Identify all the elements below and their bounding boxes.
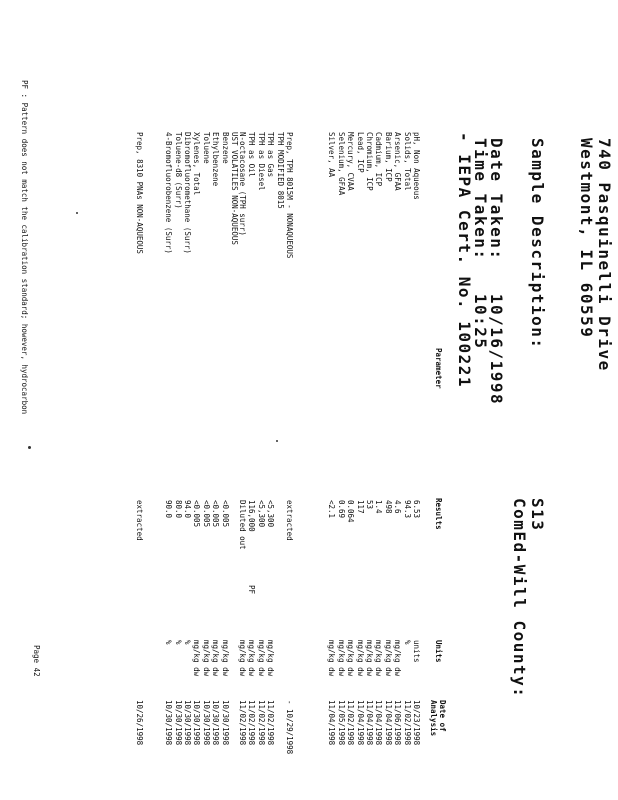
cell-units: mg/kg dw <box>211 640 221 677</box>
cell-units: mg/kg dw <box>238 640 247 677</box>
cell-result: extracted <box>285 500 294 541</box>
date-taken: Date Taken: 10/16/1998 <box>487 138 506 406</box>
cell-date: 10/30/1998 <box>183 700 192 746</box>
cell-units: % <box>402 640 412 645</box>
address-line-2: Westmont, IL 60559 <box>577 138 596 339</box>
cell-date: 11/02/1998 <box>346 700 356 746</box>
cell-parameter: N-octacosane (TPH surr) <box>238 132 247 236</box>
header-parameter: Parameter <box>434 348 443 389</box>
cell-units: mg/kg dw <box>374 640 384 677</box>
cell-result: 498 <box>383 500 393 514</box>
cell-date: 11/02/1998 <box>238 700 247 746</box>
cell-date: 10/26/1998 <box>135 700 144 746</box>
cell-date: 11/02/1998 <box>256 700 266 746</box>
cell-parameter: TPH as Gas <box>266 132 276 178</box>
cell-units: mg/kg dw <box>346 640 356 677</box>
cell-result: <5,300 <box>256 500 266 528</box>
cell-date: 11/04/1998 <box>327 700 337 746</box>
cell-parameter: Ethylbenzene <box>211 132 221 187</box>
cell-parameter: Lead, ICP <box>355 132 365 173</box>
cell-units: % <box>164 640 174 645</box>
time-taken: Time Taken: 10:25 <box>471 138 490 350</box>
cell-date: 11/02/1998 <box>402 700 412 746</box>
cell-units: mg/kg dw <box>383 640 393 677</box>
cell-result: <0.005 <box>192 500 202 528</box>
cell-parameter: Dibromofluoromethane (Surr) <box>183 132 192 254</box>
address-line-1: 740 Pasquinelli Drive <box>595 138 614 372</box>
cell-parameter: Cadmium, ICP <box>374 132 384 187</box>
cell-units: mg/kg dw <box>327 640 337 677</box>
cell-result: 117 <box>355 500 365 514</box>
sample-id: S13 <box>528 498 547 532</box>
cell-result: Diluted out <box>238 500 247 550</box>
cell-units: % <box>173 640 183 645</box>
cell-result: <2.1 <box>327 500 337 519</box>
cell-units: mg/kg dw <box>393 640 403 677</box>
cell-parameter: Selenium, GFAA <box>336 132 346 196</box>
cell-result: 0.69 <box>336 500 346 519</box>
cell-parameter: pH, Non Aqueous <box>412 132 421 200</box>
header-units: Units <box>434 640 443 663</box>
cell-parameter: TPH as Diesel <box>256 132 266 191</box>
cell-result: 53 <box>365 500 374 510</box>
scan-speck <box>276 440 278 442</box>
cell-units: mg/kg dw <box>220 640 230 677</box>
cell-parameter: 4-Bromofluorobenzene (Surr) <box>164 132 174 254</box>
cell-date: 11/04/1998 <box>355 700 365 746</box>
cell-date: 10/30/1998 <box>173 700 183 746</box>
cell-parameter: Prep, TPH 8015M - NONAQUEOUS <box>285 132 294 259</box>
cell-result: <0.005 <box>211 500 221 528</box>
cell-units: % <box>183 640 192 645</box>
cell-date: 11/05/1998 <box>336 700 346 746</box>
cell-units: mg/kg dw <box>336 640 346 677</box>
iepa-cert: - IEPA Cert. No. 100221 <box>455 132 474 389</box>
cell-date: 10/30/1998 <box>201 700 211 746</box>
cell-flag: PF <box>247 585 257 595</box>
cell-parameter: TPH MODIFIED 8015 <box>275 132 285 209</box>
cell-date: 10/30/1998 <box>192 700 202 746</box>
cell-parameter: TPH as Oil <box>247 132 257 178</box>
cell-parameter: Xylenes, Total <box>192 132 202 196</box>
cell-date: 11/06/1998 <box>393 700 403 746</box>
cell-result: 94.0 <box>183 500 192 519</box>
cell-parameter: Chromium, ICP <box>365 132 374 191</box>
cell-units: mg/kg dw <box>266 640 276 677</box>
cell-date: 11/02/1998 <box>247 700 257 746</box>
scan-speck <box>28 446 31 449</box>
cell-units: mg/kg dw <box>256 640 266 677</box>
cell-date: 11/04/1998 <box>365 700 374 746</box>
header-results: Results <box>434 498 443 530</box>
cell-date: 11/04/1998 <box>374 700 384 746</box>
cell-result: <0.005 <box>201 500 211 528</box>
cell-units: mg/kg dw <box>192 640 202 677</box>
cell-parameter: Arsenic, GFAA <box>393 132 403 191</box>
cell-date: 10/23/1998 <box>412 700 421 746</box>
cell-parameter: Prep, 8310 PNAs NON-AQUEOUS <box>135 132 144 254</box>
cell-result: 94.3 <box>402 500 412 519</box>
cell-result: 4.6 <box>393 500 403 514</box>
cell-result: 116,000 <box>247 500 257 532</box>
cell-date: 10/30/1998 <box>164 700 174 746</box>
cell-result: <0.005 <box>220 500 230 528</box>
cell-result: <5,300 <box>266 500 276 528</box>
cell-units: mg/kg dw <box>355 640 365 677</box>
header-date-2: Analysis <box>429 700 438 737</box>
cell-date: - 10/29/1998 <box>285 700 294 755</box>
cell-date: 11/02/1998 <box>266 700 276 746</box>
cell-parameter: Mercury, CVAA <box>346 132 356 191</box>
cell-result: 1.4 <box>374 500 384 514</box>
cell-units: units <box>412 640 421 663</box>
cell-parameter: Toluene <box>201 132 211 164</box>
cell-result: 6.53 <box>412 500 421 519</box>
cell-parameter: Barium, ICP <box>383 132 393 182</box>
footnote: PF : Pattern does not match the calibration standard; however, hydrocarbon <box>20 80 29 415</box>
cell-result: 0.064 <box>346 500 356 523</box>
cell-units: mg/kg dw <box>247 640 257 677</box>
scan-speck <box>76 212 78 214</box>
cell-units: mg/kg dw <box>201 640 211 677</box>
cell-date: 10/30/1998 <box>211 700 221 746</box>
cell-date: 11/04/1998 <box>383 700 393 746</box>
page-number: Page 42 <box>32 645 41 677</box>
cell-parameter: Solids, Total <box>402 132 412 191</box>
cell-parameter: Toluene-d8 (Surr) <box>173 132 183 209</box>
cell-parameter: Benzene <box>220 132 230 164</box>
sample-location: ComEd-Will County: <box>510 498 529 699</box>
cell-date: 10/30/1998 <box>220 700 230 746</box>
cell-units: mg/kg dw <box>365 640 374 677</box>
cell-result: 90.0 <box>164 500 174 519</box>
header-date-1: Date of <box>438 700 447 732</box>
cell-result: extracted <box>135 500 144 541</box>
cell-parameter: Silver, AA <box>327 132 337 178</box>
cell-result: 80.0 <box>173 500 183 519</box>
cell-parameter: UST VOLATILES NON-AQUEOUS <box>230 132 239 245</box>
sample-description: Sample Description: <box>528 138 547 350</box>
